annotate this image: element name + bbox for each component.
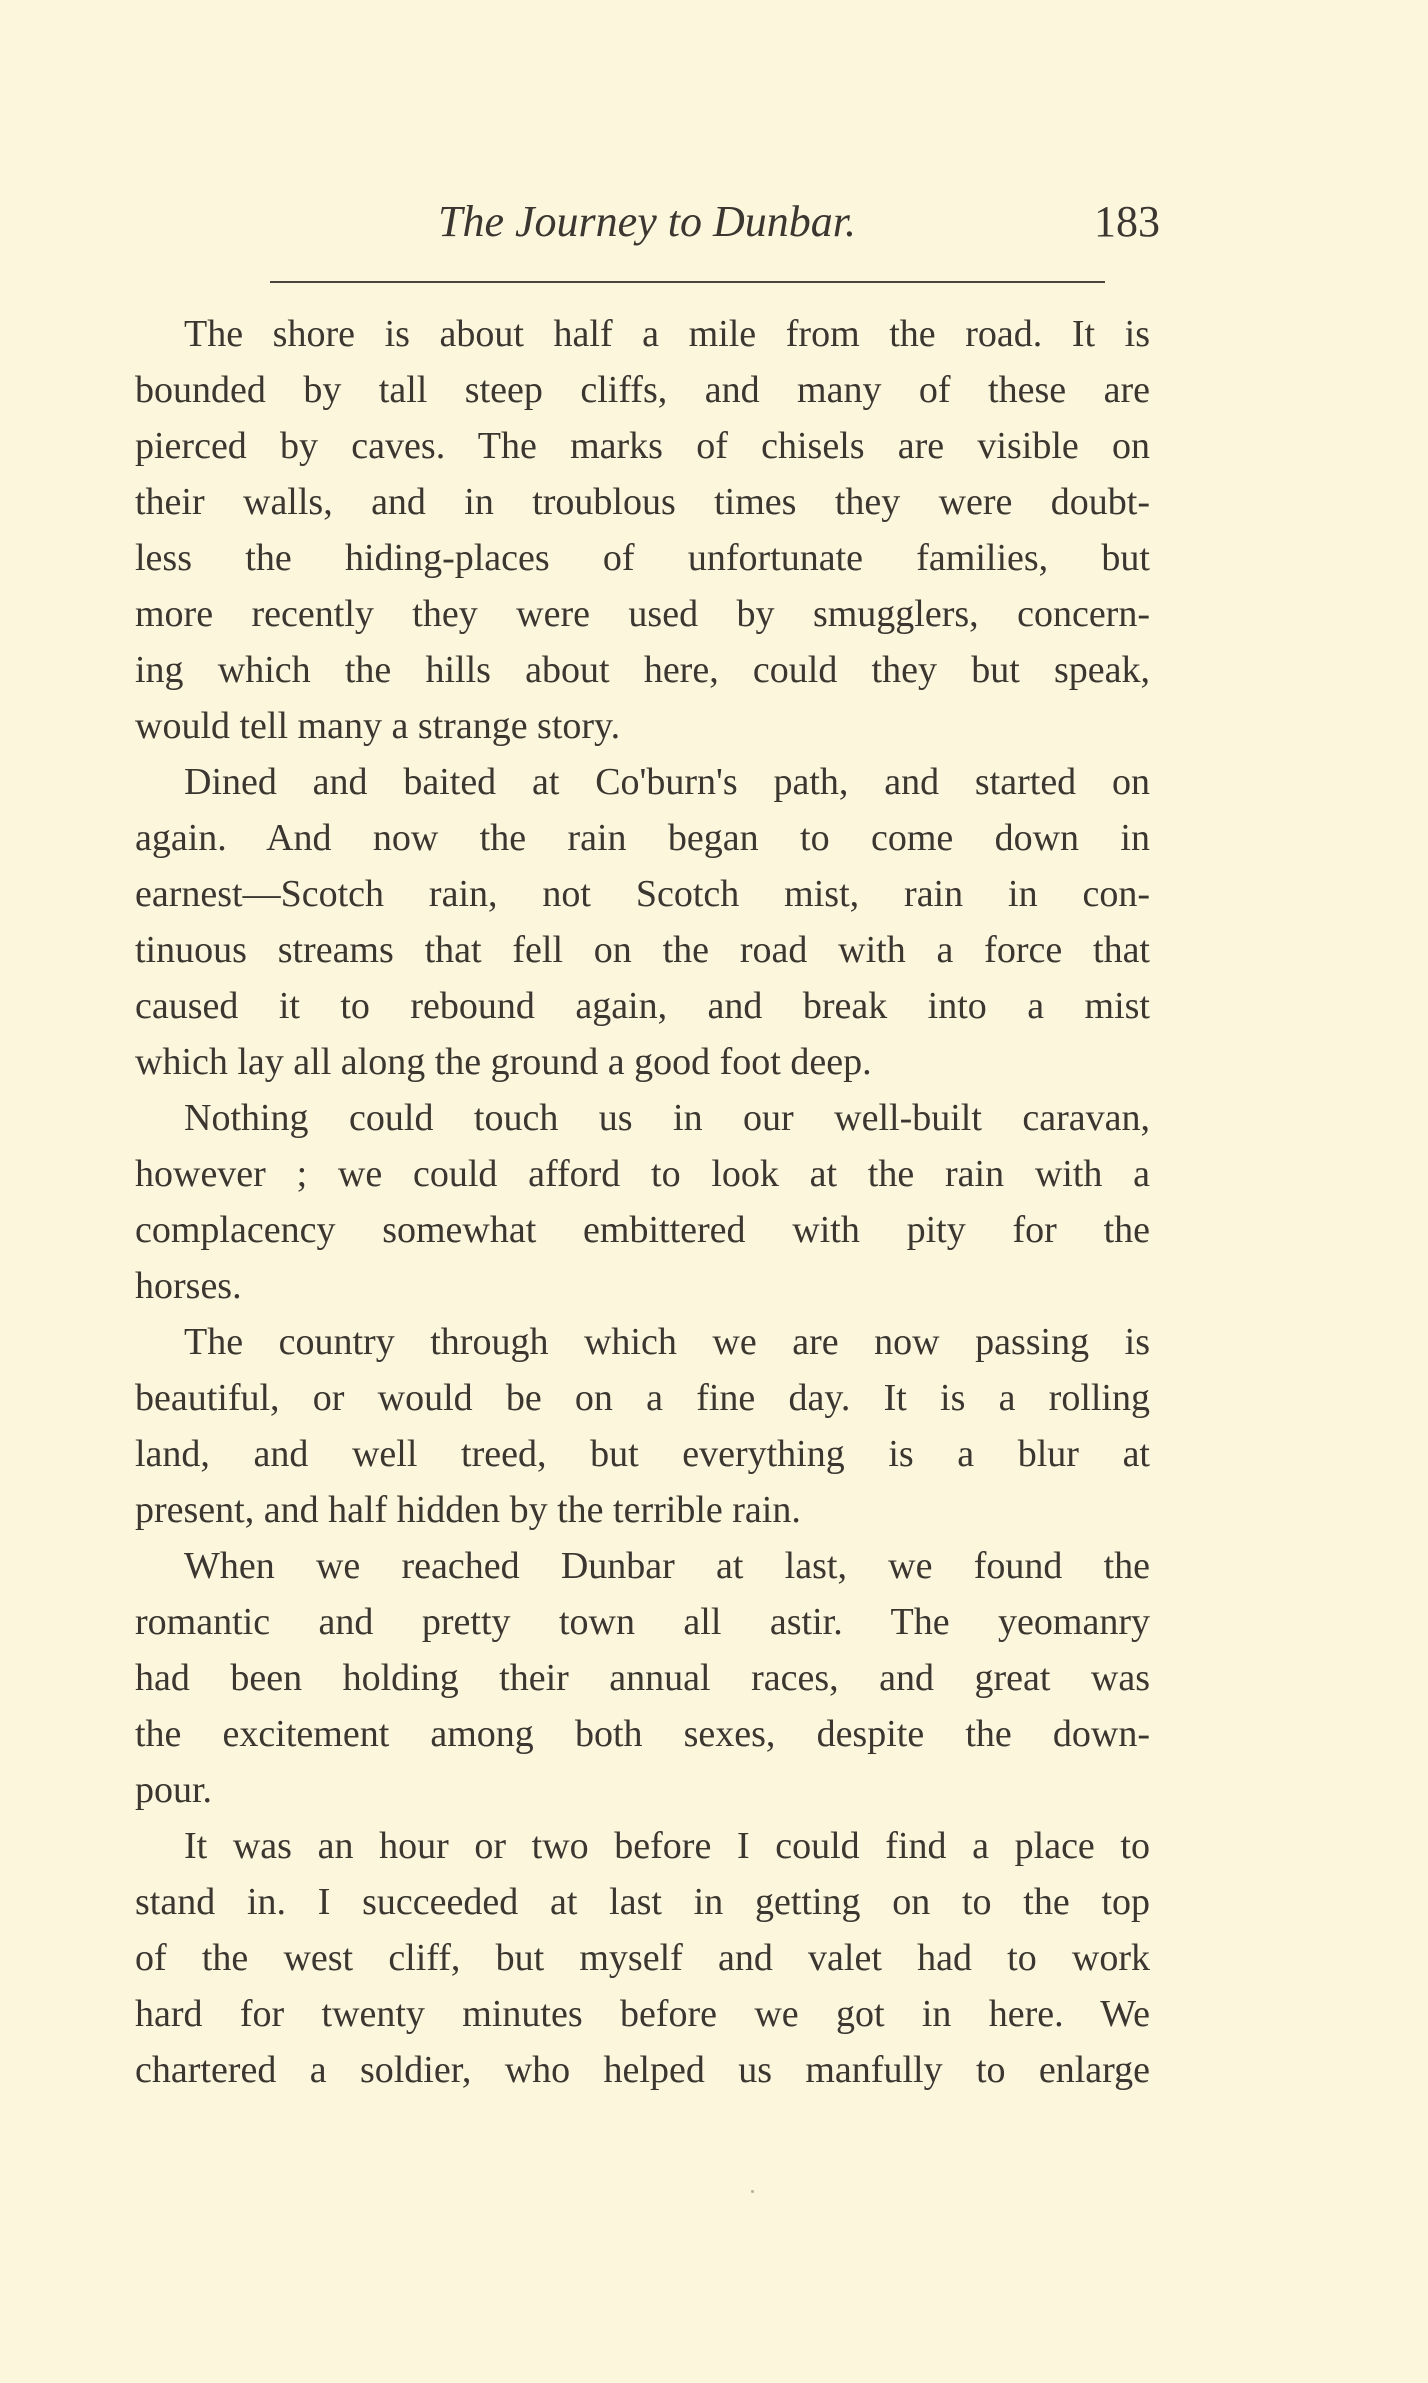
text-line: The shore is about half a mile from the road. It is: [184, 313, 1150, 355]
text-line: which lay all along the ground a good foot deep.: [135, 1041, 872, 1083]
text-line: Nothing could touch us in our well-built caravan,: [184, 1097, 1150, 1139]
text-line: stand in. I succeeded at last in getting on to the top: [135, 1881, 1150, 1923]
paper-speck: [751, 2190, 754, 2193]
body-text: [135, 306, 1150, 2098]
text-line: more recently they were used by smugglers, concern-: [135, 593, 1150, 635]
text-line: pierced by caves. The marks of chisels are visible on: [135, 425, 1150, 467]
header-rule: [270, 281, 1105, 283]
text-line: land, and well treed, but everything is a blur at: [135, 1433, 1150, 1475]
text-line: earnest—Scotch rain, not Scotch mist, rain in con-: [135, 873, 1150, 915]
text-line: romantic and pretty town all astir. The yeomanry: [135, 1601, 1150, 1643]
text-line: however ; we could afford to look at the rain with a: [135, 1153, 1150, 1195]
text-line: It was an hour or two before I could find a place to: [184, 1825, 1150, 1867]
text-line: would tell many a strange story.: [135, 705, 621, 747]
text-line: When we reached Dunbar at last, we found the: [184, 1545, 1150, 1587]
text-line: ing which the hills about here, could they but speak,: [135, 649, 1150, 691]
text-line: The country through which we are now passing is: [184, 1321, 1150, 1363]
text-line: pour.: [135, 1769, 213, 1811]
text-line: bounded by tall steep cliffs, and many of these are: [135, 369, 1150, 411]
text-line: the excitement among both sexes, despite the down-: [135, 1713, 1150, 1755]
text-line: their walls, and in troublous times they were doubt-: [135, 481, 1150, 523]
page-number: 183: [1094, 197, 1160, 246]
text-line: Dined and baited at Co'burn's path, and started on: [184, 761, 1150, 803]
text-line: tinuous streams that fell on the road with a force that: [135, 929, 1150, 971]
text-line: hard for twenty minutes before we got in here. We: [135, 1993, 1150, 2035]
text-line: of the west cliff, but myself and valet had to work: [135, 1937, 1150, 1979]
text-line: horses.: [135, 1265, 242, 1307]
text-line: chartered a soldier, who helped us manfully to enlarge: [135, 2049, 1150, 2091]
text-line: present, and half hidden by the terrible rain.: [135, 1489, 801, 1531]
text-line: caused it to rebound again, and break into a mist: [135, 985, 1150, 1027]
text-line: complacency somewhat embittered with pity for the: [135, 1209, 1150, 1251]
running-title: The Journey to Dunbar.: [438, 197, 856, 246]
text-line: beautiful, or would be on a fine day. It is a rolling: [135, 1377, 1150, 1419]
text-line: again. And now the rain began to come down in: [135, 817, 1150, 859]
text-line: less the hiding-places of unfortunate families, but: [135, 537, 1150, 579]
text-line: had been holding their annual races, and great was: [135, 1657, 1150, 1699]
